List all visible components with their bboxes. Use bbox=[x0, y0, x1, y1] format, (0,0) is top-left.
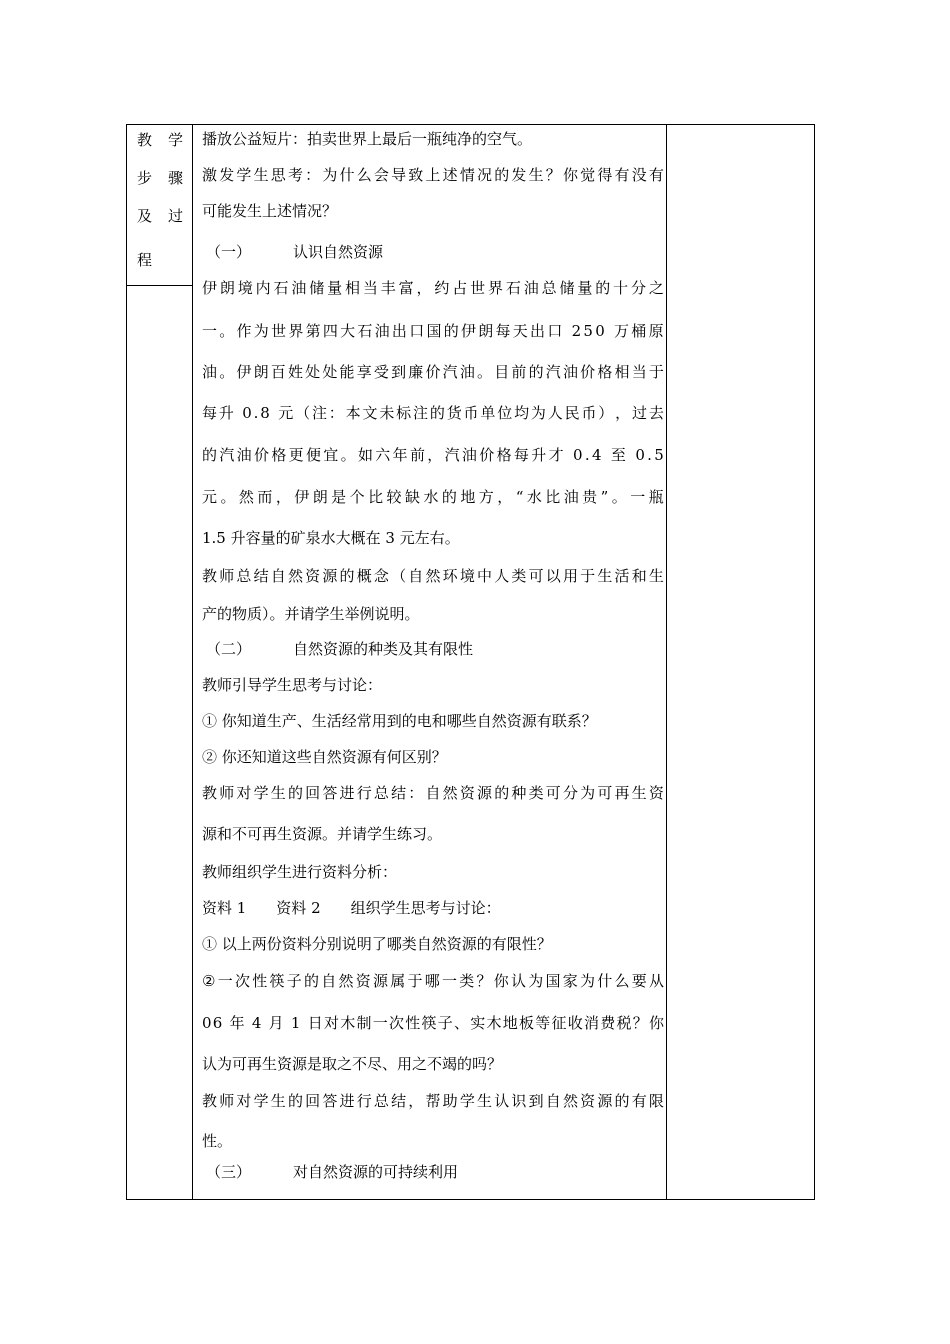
text-line: 教 师 对 学 生 的 回 答 进 行 总 结 ： 自 然 资 源 的 种 类 可 分 为 可 再 生 资 bbox=[202, 784, 664, 802]
text-line: 性。 bbox=[202, 1132, 233, 1150]
subsection-number: （一） bbox=[206, 243, 252, 261]
text-line: 可能发生上述情况？ bbox=[202, 202, 338, 220]
lesson-table bbox=[126, 124, 815, 1200]
text-line: 的 汽 油 价 格 更 便 宜 。 如 六 年 前 ， 汽 油 价 格 每 升 才 0 . 4 至 0 . 5 bbox=[202, 446, 664, 464]
text-line: 0 6 年 4 月 1 日 对 木 制 一 次 性 筷 子 、 实 木 地 板 等 征 收 消 费 税 ？ 你 bbox=[202, 1014, 664, 1032]
text-line: ① 以上两份资料分别说明了哪类自然资源的有限性？ bbox=[202, 935, 552, 953]
section-label-line bbox=[137, 168, 183, 188]
text-line: ① 你知道生产、生活经常用到的电和哪些自然资源有联系？ bbox=[202, 712, 597, 730]
content-column bbox=[193, 125, 667, 1199]
subsection-title: 认识自然资源 bbox=[293, 243, 384, 261]
section-label-char: 及 bbox=[137, 207, 153, 225]
section-label-line bbox=[137, 130, 183, 150]
text-line: 教师组织学生进行资料分析： bbox=[202, 863, 398, 881]
text-line: 播放公益短片：拍卖世界上最后一瓶纯净的空气。 bbox=[202, 130, 533, 148]
text-line: 1.5 升容量的矿泉水大概在 3 元左右。 bbox=[202, 529, 460, 547]
notes-column bbox=[667, 125, 814, 1199]
subsection-heading bbox=[202, 1162, 664, 1182]
subsection-title: 对自然资源的可持续利用 bbox=[293, 1163, 459, 1181]
left-column bbox=[127, 125, 193, 1199]
text-line: 一 。 作 为 世 界 第 四 大 石 油 出 口 国 的 伊 朗 每 天 出 口 2 5 0 万 桶 原 bbox=[202, 322, 664, 340]
text-line: ② 一 次 性 筷 子 的 自 然 资 源 属 于 哪 一 类 ？ 你 认 为 国 家 为 什 么 要 从 bbox=[202, 972, 664, 990]
text-line: ② 你还知道这些自然资源有何区别？ bbox=[202, 748, 447, 766]
text-line: 激 发 学 生 思 考 ： 为 什 么 会 导 致 上 述 情 况 的 发 生 ？ 你 觉 得 有 没 有 bbox=[202, 166, 664, 184]
section-label-char: 步 bbox=[137, 169, 153, 187]
section-label-char: 骤 bbox=[167, 169, 183, 187]
text-line: 每 升 0 . 8 元 （ 注 ： 本 文 未 标 注 的 货 币 单 位 均 为 人 民 币 ） ， 过 去 bbox=[202, 404, 664, 422]
subsection-heading bbox=[202, 242, 664, 262]
text-line: 教 师 总 结 自 然 资 源 的 概 念 （ 自 然 环 境 中 人 类 可 以 用 于 生 活 和 生 bbox=[202, 567, 664, 585]
subsection-number: （二） bbox=[206, 640, 252, 658]
section-label-char: 学 bbox=[167, 131, 183, 149]
text-line: 元 。 然 而 ， 伊 朗 是 个 比 较 缺 水 的 地 方 ， “ 水 比 油 贵 ” 。 一 瓶 bbox=[202, 488, 664, 506]
text-line: 产的物质）。并请学生举例说明。 bbox=[202, 605, 420, 623]
text-line: 伊 朗 境 内 石 油 储 量 相 当 丰 富 ， 约 占 世 界 石 油 总 储 量 的 十 分 之 bbox=[202, 279, 664, 297]
section-label-line bbox=[137, 206, 183, 226]
subsection-title: 自然资源的种类及其有限性 bbox=[293, 640, 474, 658]
section-label-line bbox=[137, 250, 183, 270]
text-line: 资料 1 资料 2 组织学生思考与讨论： bbox=[202, 899, 501, 917]
section-label-char: 程 bbox=[137, 251, 153, 269]
text-line: 教师引导学生思考与讨论： bbox=[202, 676, 383, 694]
text-line: 油 。 伊 朗 百 姓 处 处 能 享 受 到 廉 价 汽 油 。 目 前 的 汽 油 价 格 相 当 于 bbox=[202, 363, 664, 381]
text-line: 教 师 对 学 生 的 回 答 进 行 总 结 ， 帮 助 学 生 认 识 到 自 然 资 源 的 有 限 bbox=[202, 1092, 664, 1110]
section-label-char: 过 bbox=[167, 207, 183, 225]
section-label-char: 教 bbox=[137, 131, 153, 149]
subsection-heading bbox=[202, 639, 664, 659]
section-label-cell bbox=[127, 125, 192, 286]
text-line: 认为可再生资源是取之不尽、用之不竭的吗？ bbox=[202, 1055, 503, 1073]
subsection-number: （三） bbox=[206, 1163, 252, 1181]
text-line: 源和不可再生资源。并请学生练习。 bbox=[202, 825, 443, 843]
